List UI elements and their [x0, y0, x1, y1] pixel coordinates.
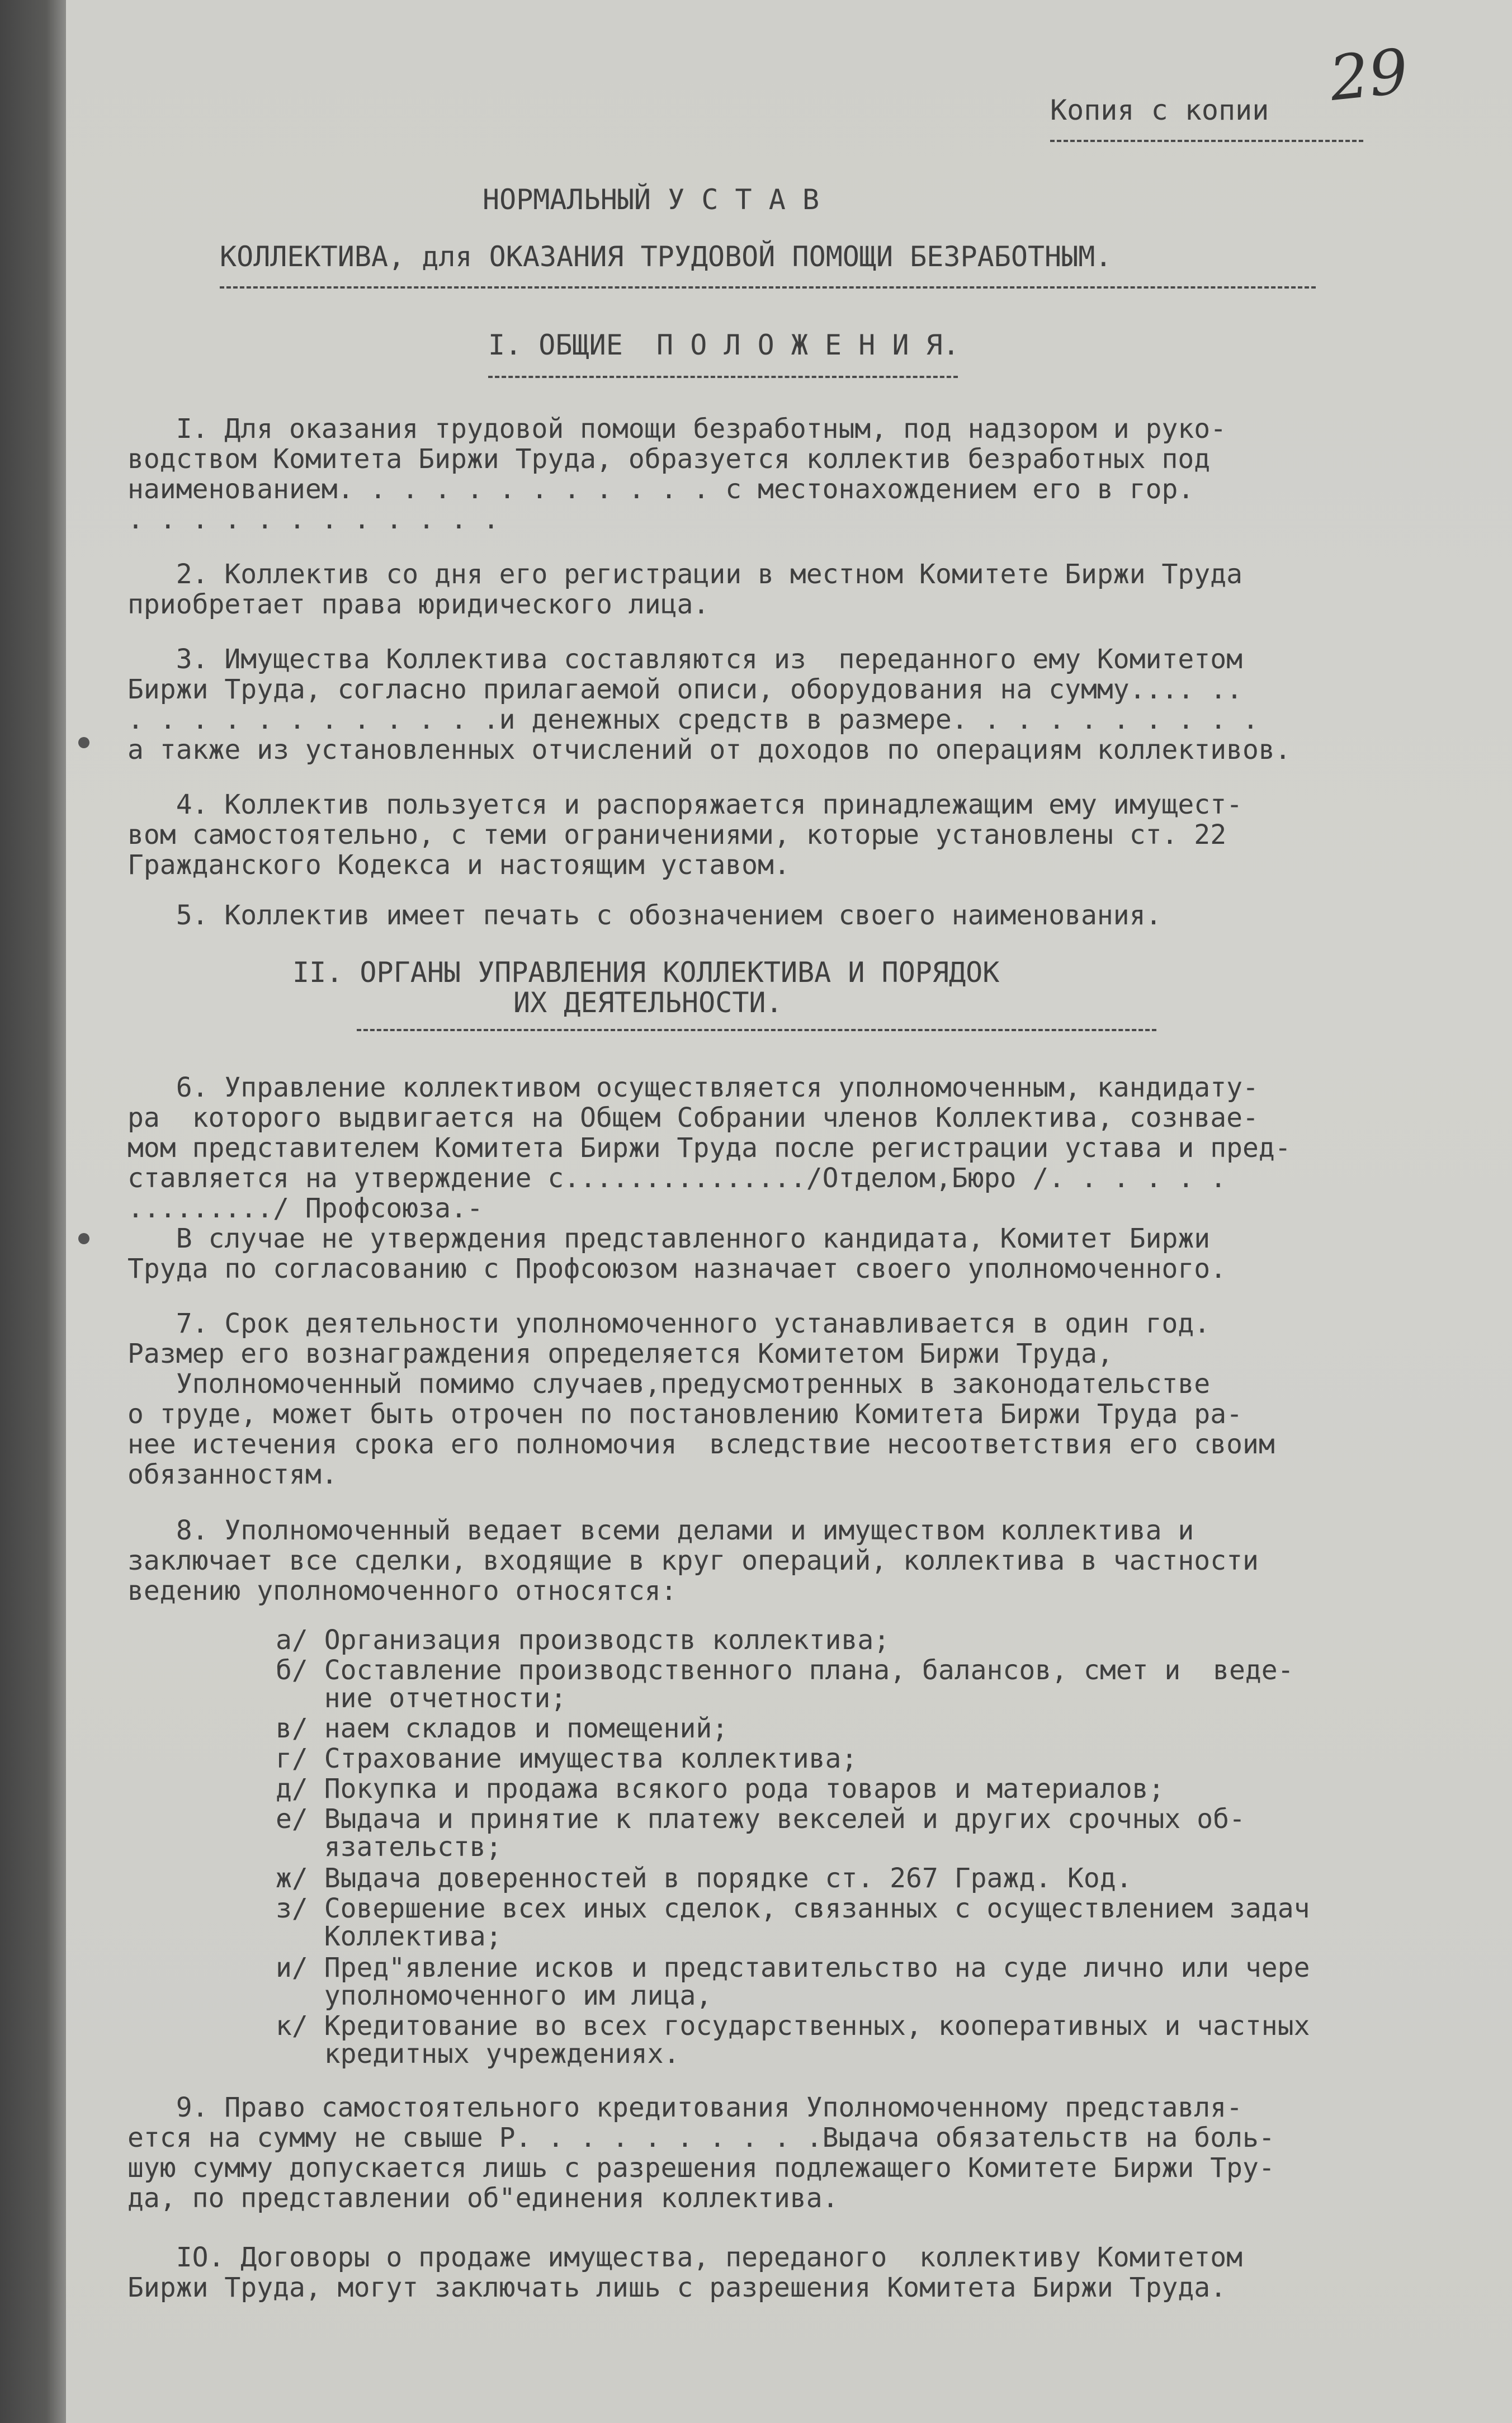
list-item: в/ наем складов и помещений; [276, 1713, 729, 1744]
scan-margin [0, 0, 66, 2423]
list-item: е/ Выдача и принятие к платежу векселей и других срочных об- [276, 1803, 1245, 1835]
list-item: Коллектива; [276, 1921, 502, 1952]
page-number: 29 [1326, 35, 1412, 115]
punch-hole [78, 737, 89, 748]
copy-mark: Копия с копии [1050, 94, 1269, 126]
title-underline [220, 286, 1316, 289]
list-item: б/ Составление производственного плана, балансов, смет и веде- [276, 1655, 1294, 1686]
list-item: ние отчетности; [276, 1683, 567, 1714]
punch-hole [78, 1233, 89, 1244]
paragraph-5: 5. Коллектив имеет печать с обозначением своего наименования. [127, 900, 1162, 931]
list-item: ж/ Выдача доверенностей в порядке ст. 267 Гражд. Код. [276, 1863, 1132, 1894]
list-item: и/ Пред"явление исков и представительство на суде лично или чере [276, 1952, 1310, 1983]
section-heading-1: I. ОБЩИЕ П О Л О Ж Е Н И Я. [488, 329, 960, 361]
list-item: г/ Страхование имущества коллектива; [276, 1743, 858, 1774]
list-item: кредитных учреждениях. [276, 2038, 680, 2070]
list-item: з/ Совершение всех иных сделок, связанных с осуществлением задач [276, 1893, 1310, 1924]
copy-mark-underline [1050, 140, 1363, 142]
list-item: уполномоченного им лица, [276, 1980, 712, 2011]
section-heading-2-line2: ИХ ДЕЯТЕЛЬНОСТИ. [513, 986, 783, 1019]
document-title: НОРМАЛЬНЫЙ У С Т А В [483, 183, 820, 216]
list-item: д/ Покупка и продажа всякого рода товаров и материалов; [276, 1773, 1165, 1805]
section-heading-1-underline [488, 376, 958, 378]
document-page: Копия с копии 29 НОРМАЛЬНЫЙ У С Т А В КОЛЛЕКТИВА, для ОКАЗАНИЯ ТРУДОВОЙ ПОМОЩИ БЕЗРАБОТНЫМ. I. ОБЩИЕ П О Л О Ж Е Н И Я. I. Для оказания трудовой помощи безработным, под надзором и руко- водством Комитета Биржи Труда, образуется коллектив безработных под наименованием. . . . . . . . . . . . с местонахождением его в гор. . . . . . . . . . . . . 2. Коллектив со дня его регистрации в местном Комитете Биржи Труда приобретает права юридического лица. 3. Имущества Коллектива составляются из переданного ему Комитетом Биржи Труда, согласно прилагаемой описи, оборудования на сумму.... .. . . . . . . . . . . . .и денежных средств в размере. . . . . . . . . . а также из установленных отчислений от доходов по операциям коллективов. 4. Коллектив пользуется и распоряжается принадлежащим ему имущест- вом самостоятельно, с теми ограничениями, которые установлены ст. 22 Гражданского Кодекса и настоящим уставом. 5. Коллектив имеет печать с обозначением своего наименования. II. ОРГАНЫ УПРАВЛЕНИЯ КОЛЛЕКТИВА И ПОРЯДОК ИХ ДЕЯТЕЛЬНОСТИ. 6. Управление коллективом осуществляется уполномоченным, кандидату- ра которого выдвигается на Общем Собрании членов Коллектива, сознвае- мом представителем Комитета Биржи Труда после регистрации устава и пред- ставляется на утверждение с.............../Отделом,Бюро /. . . . . . ........./ Профсоюза.- В случае не утверждения представленного кандидата, Комитет Биржи Труда по согласованию с Профсоюзом назначает своего уполномоченного. 7. Срок деятельности уполномоченного устанавливается в один год. Размер его вознаграждения определяется Комитетом Биржи Труда, Уполномоченный помимо случаев,предусмотренных в законодательстве о труде, может быть отрочен по постановлению Комитета Биржи Труда ра- нее истечения срока его полномочия вследствие несоответствия его своим обязанностям. 8. Уполномоченный ведает всеми делами и имуществом коллектива и заключает все сделки, входящие в круг операций, коллектива в частности ведению уполномоченного относятся: а/ Организация производств коллектива; б/ Составление производственного плана, балансов, смет и веде- ние отчетности; в/ наем складов и помещений; г/ Страхование имущества коллектива; д/ Покупка и продажа всякого рода товаров и материалов; е/ Выдача и принятие к платежу векселей и других срочных об- язательств; ж/ Выдача доверенностей в порядке ст. 267 Гражд. Код. з/ Совершение всех иных сделок, связанных с осуществлением задач Коллектива; и/ Пред"явление исков и представительство на суде лично или чере уполномоченного им лица, к/ Кредитование во всех государственных, кооперативных и частных кредитных учреждениях. 9. Право самостоятельного кредитования Уполномоченному представля- ется на сумму не свыше Р. . . . . . . . . .Выдача обязательств на боль- шую сумму допускается лишь с разрешения подлежащего Комитете Биржи Тру- да, по представлении об"единения коллектива. IO. Договоры о продаже имущества, переданого коллективу Комитетом Биржи Труда, могут заключать лишь с разрешения Комитета Биржи Труда. [66, 0, 1512, 2423]
list-item: язательств; [276, 1831, 502, 1863]
list-item: к/ Кредитование во всех государственных, кооперативных и частных [276, 2010, 1310, 2042]
document-subtitle: КОЛЛЕКТИВА, для ОКАЗАНИЯ ТРУДОВОЙ ПОМОЩИ БЕЗРАБОТНЫМ. [220, 240, 1112, 273]
section-heading-2-underline [357, 1029, 1156, 1031]
section-heading-2: II. ОРГАНЫ УПРАВЛЕНИЯ КОЛЛЕКТИВА И ПОРЯДОК [292, 956, 1000, 989]
list-item: а/ Организация производств коллектива; [276, 1624, 890, 1656]
